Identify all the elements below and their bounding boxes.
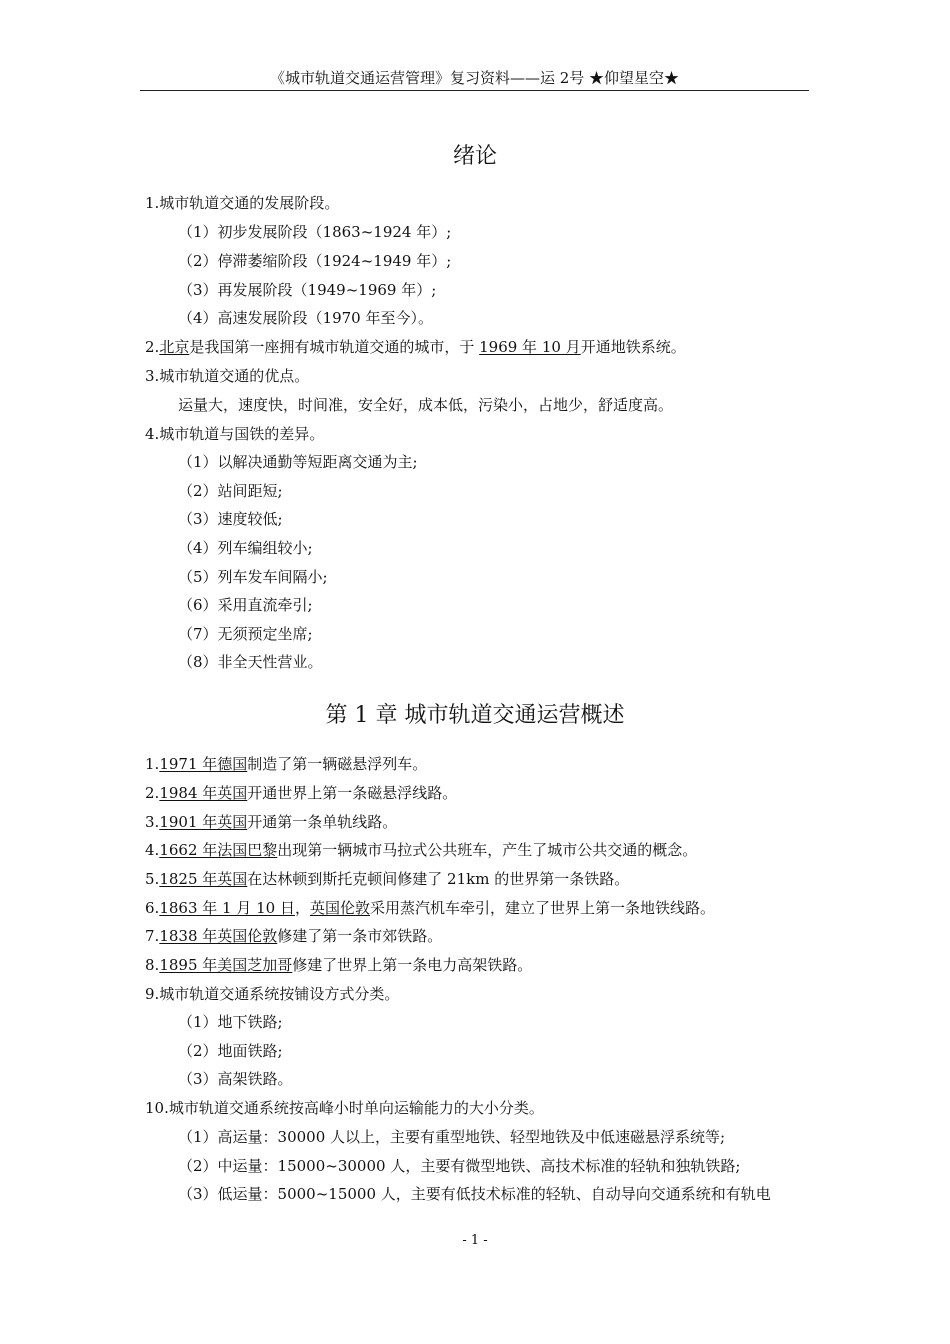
- difference-item: （1）以解决通勤等短距离交通为主;: [178, 453, 418, 471]
- fact-key: 英国伦敦: [309, 899, 370, 917]
- chapter1-q10: 10.城市轨道交通系统按高峰小时单向运输能力的大小分类。: [145, 1099, 544, 1117]
- intro-title: 绪论: [452, 144, 497, 169]
- fact-prefix: 4.: [145, 841, 160, 859]
- fact-prefix: 8.: [145, 956, 160, 974]
- stage-item: （2）停滞萎缩阶段（1924~1949 年）;: [178, 252, 452, 270]
- fact-rest: 制造了第一辆磁悬浮列车。: [247, 755, 428, 773]
- intro-q2: [145, 337, 686, 357]
- fact-item: [145, 783, 457, 803]
- fact-rest: 在达林顿到斯托克顿间修建了 21km 的世界第一条铁路。: [247, 870, 630, 888]
- layout-item: （2）地面铁路;: [178, 1042, 283, 1060]
- fact-item: [145, 955, 532, 975]
- fact-rest: 开通世界上第一条磁悬浮线路。: [247, 784, 458, 802]
- chapter1-title: 第 1 章 城市轨道交通运营概述: [325, 703, 625, 728]
- q2-prefix: 2.: [145, 338, 160, 356]
- advantages-text: 运量大，速度快，时间准，安全好，成本低，污染小，占地少，舒适度高。: [178, 396, 674, 414]
- fact-key: 1895 年美国芝加哥: [159, 956, 293, 974]
- fact-rest: 修建了第一条市郊铁路。: [277, 927, 443, 945]
- difference-item: （5）列车发车间隔小;: [178, 568, 328, 586]
- q2-suffix: 开通地铁系统。: [580, 338, 686, 356]
- fact-prefix: 1.: [145, 755, 160, 773]
- intro-q1: 1.城市轨道交通的发展阶段。: [145, 194, 340, 212]
- fact-key: 1825 年英国: [159, 870, 248, 888]
- fact-key: 1662 年法国巴黎: [159, 841, 278, 859]
- fact-prefix: 7.: [145, 927, 160, 945]
- capacity-item: （2）中运量：15000~30000 人，主要有微型地铁、高技术标准的轻轨和独轨铁路;: [178, 1157, 741, 1175]
- difference-item: （3）速度较低;: [178, 510, 283, 528]
- q2-mid: 是我国第一座拥有城市轨道交通的城市，于: [189, 338, 480, 356]
- fact-item: [145, 840, 697, 860]
- fact-key: 1863 年 1 月 10 日: [159, 899, 295, 917]
- capacity-item: （3）低运量：5000~15000 人，主要有低技术标准的轻轨、自动导向交通系统和有轨电: [178, 1185, 771, 1203]
- q2-date: 1969 年 10 月: [479, 338, 581, 356]
- stage-item: （4）高速发展阶段（1970 年至今）。: [178, 309, 433, 327]
- fact-rest: 修建了世界上第一条电力高架铁路。: [292, 956, 533, 974]
- fact-item: [145, 754, 427, 774]
- fact-item: [145, 926, 442, 946]
- difference-item: （7）无须预定坐席;: [178, 625, 313, 643]
- q2-city: 北京: [159, 338, 190, 356]
- fact-prefix: 3.: [145, 813, 160, 831]
- fact-key: 1838 年英国伦敦: [159, 927, 278, 945]
- fact-item: [145, 898, 715, 918]
- fact-mid: ，: [294, 899, 310, 917]
- fact-rest: 开通第一条单轨线路。: [247, 813, 398, 831]
- fact-rest: 采用蒸汽机车牵引，建立了世界上第一条地铁线路。: [370, 899, 716, 917]
- layout-item: （1）地下铁路;: [178, 1013, 283, 1031]
- stage-item: （1）初步发展阶段（1863~1924 年）;: [178, 223, 452, 241]
- fact-prefix: 6.: [145, 899, 160, 917]
- intro-q4: 4.城市轨道与国铁的差异。: [145, 425, 325, 443]
- fact-key: 1971 年德国: [159, 755, 248, 773]
- chapter1-q9: 9.城市轨道交通系统按铺设方式分类。: [145, 985, 400, 1003]
- page-header: 《城市轨道交通运营管理》复习资料——运 2号 ★仰望星空★: [140, 68, 809, 91]
- capacity-item: （1）高运量：30000 人以上，主要有重型地铁、轻型地铁及中低速磁悬浮系统等;: [178, 1128, 726, 1146]
- fact-key: 1901 年英国: [159, 813, 248, 831]
- fact-item: [145, 812, 397, 832]
- fact-prefix: 2.: [145, 784, 160, 802]
- page-number: - 1 -: [462, 1233, 488, 1248]
- difference-item: （2）站间距短;: [178, 482, 283, 500]
- layout-item: （3）高架铁路。: [178, 1070, 293, 1088]
- fact-rest: 出现第一辆城市马拉式公共班车，产生了城市公共交通的概念。: [277, 841, 698, 859]
- stage-item: （3）再发展阶段（1949~1969 年）;: [178, 281, 437, 299]
- difference-item: （8）非全天性营业。: [178, 653, 323, 671]
- intro-q3: 3.城市轨道交通的优点。: [145, 367, 310, 385]
- fact-item: [145, 869, 629, 889]
- difference-item: （4）列车编组较小;: [178, 539, 313, 557]
- fact-key: 1984 年英国: [159, 784, 248, 802]
- difference-item: （6）采用直流牵引;: [178, 596, 313, 614]
- fact-prefix: 5.: [145, 870, 160, 888]
